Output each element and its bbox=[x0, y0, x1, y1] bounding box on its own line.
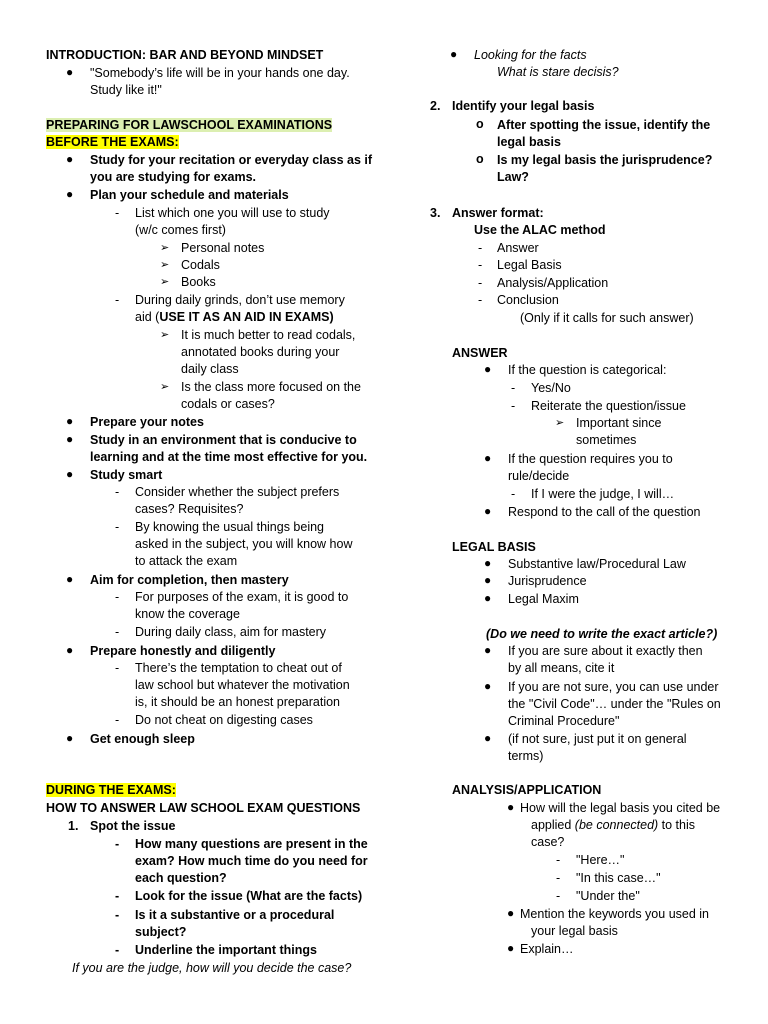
dash-marker: - bbox=[478, 241, 483, 255]
dash-marker: - bbox=[511, 381, 516, 395]
list-item: (Only if it calls for such answer) bbox=[520, 311, 694, 325]
list-number: 1. bbox=[68, 819, 79, 833]
dash-marker: - bbox=[115, 293, 120, 307]
list-item: What is stare decisis? bbox=[497, 65, 619, 79]
list-item: Personal notes bbox=[181, 241, 265, 255]
list-number: 2. bbox=[430, 99, 441, 113]
list-item: Substantive law/Procedural Law bbox=[508, 557, 686, 571]
bullet-icon: ● bbox=[66, 643, 74, 657]
list-item: you are studying for exams. bbox=[90, 170, 257, 184]
list-item: Analysis/Application bbox=[497, 276, 609, 290]
dash-marker: - bbox=[478, 276, 483, 290]
bullet-icon: ● bbox=[484, 362, 492, 376]
list-item: "Here…" bbox=[576, 853, 625, 867]
legal-basis-question: (Do we need to write the exact article?) bbox=[486, 627, 718, 641]
dash-marker: - bbox=[115, 837, 120, 851]
list-item: It is much better to read codals, bbox=[181, 328, 356, 342]
analysis-heading: ANALYSIS/APPLICATION bbox=[452, 783, 602, 797]
list-item: codals or cases? bbox=[181, 397, 275, 411]
list-item: Get enough sleep bbox=[90, 732, 195, 746]
list-item: subject? bbox=[135, 925, 187, 939]
bullet-icon: ● bbox=[66, 572, 74, 586]
bullet-icon: ● bbox=[450, 47, 458, 61]
list-item: Reiterate the question/issue bbox=[531, 399, 686, 413]
list-item: Jurisprudence bbox=[508, 574, 587, 588]
bullet-icon: ● bbox=[66, 467, 74, 481]
list-item: Legal Basis bbox=[497, 258, 562, 272]
list-item: For purposes of the exam, it is good to bbox=[135, 590, 349, 604]
list-item: Is the class more focused on the bbox=[181, 380, 361, 394]
how-heading: HOW TO ANSWER LAW SCHOOL EXAM QUESTIONS bbox=[46, 801, 361, 815]
list-item: sometimes bbox=[576, 433, 637, 447]
list-item: Look for the issue (What are the facts) bbox=[135, 889, 363, 903]
dash-marker: - bbox=[115, 713, 120, 727]
list-item: Codals bbox=[181, 258, 220, 272]
dash-marker: - bbox=[115, 520, 120, 534]
bullet-icon: ● bbox=[484, 573, 492, 587]
bullet-icon: ● bbox=[484, 591, 492, 605]
dash-marker: - bbox=[115, 206, 120, 220]
bullet-icon: ● bbox=[484, 451, 492, 465]
list-item: Answer bbox=[497, 241, 539, 255]
bullet-icon: ● bbox=[484, 643, 492, 657]
list-item: During daily grinds, don’t use memory bbox=[135, 293, 345, 307]
list-item: law school but whatever the motivation bbox=[135, 678, 350, 692]
list-item: learning and at the time most effective for you. bbox=[90, 450, 368, 464]
bullet-icon: ● bbox=[507, 941, 515, 955]
list-item: legal basis bbox=[497, 135, 561, 149]
list-item: Criminal Procedure" bbox=[508, 714, 620, 728]
prep-heading: PREPARING FOR LAWSCHOOL EXAMINATIONS bbox=[46, 118, 333, 132]
intro-quote: "Somebody’s life will be in your hands one day. bbox=[90, 66, 350, 80]
list-item: (w/c comes first) bbox=[135, 223, 226, 237]
list-item: After spotting the issue, identify the bbox=[497, 118, 711, 132]
list-item: If you are sure about it exactly then bbox=[508, 644, 703, 658]
list-item: Books bbox=[181, 275, 216, 289]
list-item: Legal Maxim bbox=[508, 592, 579, 606]
list-item: Is it a substantive or a procedural bbox=[135, 908, 335, 922]
dash-marker: - bbox=[115, 889, 120, 903]
list-item: Do not cheat on digesting cases bbox=[135, 713, 313, 727]
list-item: Mention the keywords you used in bbox=[520, 907, 709, 921]
arrow-icon: ➢ bbox=[160, 381, 170, 393]
dash-marker: - bbox=[556, 889, 561, 903]
list-item: daily class bbox=[181, 362, 239, 376]
dash-marker: - bbox=[115, 590, 120, 604]
list-item: Respond to the call of the question bbox=[508, 505, 701, 519]
dash-marker: - bbox=[478, 258, 483, 272]
list-item: Prepare your notes bbox=[90, 415, 204, 429]
list-item: applied (be connected) to this bbox=[531, 818, 696, 832]
list-item: (if not sure, just put it on general bbox=[508, 732, 687, 746]
list-item: By knowing the usual things being bbox=[135, 520, 325, 534]
dash-marker: - bbox=[556, 871, 561, 885]
list-item: by all means, cite it bbox=[508, 661, 615, 675]
legal-basis-heading: LEGAL BASIS bbox=[452, 540, 536, 554]
list-item: to attack the exam bbox=[135, 554, 238, 568]
list-item: If you are not sure, you can use under bbox=[508, 680, 719, 694]
list-item: Consider whether the subject prefers bbox=[135, 485, 340, 499]
list-item: Yes/No bbox=[531, 381, 571, 395]
list-item: Use the ALAC method bbox=[474, 223, 606, 237]
bullet-icon: ● bbox=[484, 504, 492, 518]
arrow-icon: ➢ bbox=[160, 276, 170, 288]
list-item: Prepare honestly and diligently bbox=[90, 644, 276, 658]
bullet-icon: ● bbox=[66, 414, 74, 428]
list-item: Underline the important things bbox=[135, 943, 317, 957]
dash-marker: - bbox=[115, 485, 120, 499]
list-item: Is my legal basis the jurisprudence? bbox=[497, 153, 713, 167]
list-item: Conclusion bbox=[497, 293, 559, 307]
bullet-icon: ● bbox=[66, 187, 74, 201]
bullet-icon: ● bbox=[484, 731, 492, 745]
list-item: If I were the judge, I will… bbox=[531, 487, 675, 501]
list-item: Study in an environment that is conducive to bbox=[90, 433, 357, 447]
bullet-icon: ● bbox=[484, 679, 492, 693]
o-marker: o bbox=[476, 117, 484, 131]
arrow-icon: ➢ bbox=[160, 242, 170, 254]
before-heading: BEFORE THE EXAMS: bbox=[46, 135, 179, 149]
judge-question: If you are the judge, how will you decide the case? bbox=[72, 961, 352, 975]
bullet-icon: ● bbox=[507, 800, 515, 814]
dash-marker: - bbox=[511, 487, 516, 501]
list-item: annotated books during your bbox=[181, 345, 340, 359]
o-marker: o bbox=[476, 152, 484, 166]
list-item: Study for your recitation or everyday class as if bbox=[90, 153, 373, 167]
list-item: Important since bbox=[576, 416, 662, 430]
list-item: "Under the" bbox=[576, 889, 640, 903]
bullet-icon: ● bbox=[66, 65, 74, 79]
arrow-icon: ➢ bbox=[160, 259, 170, 271]
bullet-icon: ● bbox=[66, 432, 74, 446]
list-item: know the coverage bbox=[135, 607, 240, 621]
list-item: Looking for the facts bbox=[474, 48, 587, 62]
bullet-icon: ● bbox=[507, 906, 515, 920]
dash-marker: - bbox=[478, 293, 483, 307]
list-item: exam? How much time do you need for bbox=[135, 854, 368, 868]
list-item: rule/decide bbox=[508, 469, 570, 483]
answer-heading: ANSWER bbox=[452, 346, 508, 360]
list-item: Spot the issue bbox=[90, 819, 176, 833]
list-item: your legal basis bbox=[531, 924, 618, 938]
arrow-icon: ➢ bbox=[555, 417, 565, 429]
list-item: "In this case…" bbox=[576, 871, 661, 885]
dash-marker: - bbox=[115, 625, 120, 639]
list-item: asked in the subject, you will know how bbox=[135, 537, 353, 551]
dash-marker: - bbox=[115, 908, 120, 922]
list-item: During daily class, aim for mastery bbox=[135, 625, 327, 639]
list-item: Law? bbox=[497, 170, 529, 184]
dash-marker: - bbox=[115, 943, 120, 957]
arrow-icon: ➢ bbox=[160, 329, 170, 341]
list-item: case? bbox=[531, 835, 565, 849]
list-item: Study smart bbox=[90, 468, 163, 482]
list-item: How will the legal basis you cited be bbox=[520, 801, 721, 815]
list-item: Plan your schedule and materials bbox=[90, 188, 289, 202]
dash-marker: - bbox=[115, 661, 120, 675]
list-item: Identify your legal basis bbox=[452, 99, 595, 113]
list-item: Explain… bbox=[520, 942, 574, 956]
during-heading: DURING THE EXAMS: bbox=[46, 783, 176, 797]
list-number: 3. bbox=[430, 206, 441, 220]
bullet-icon: ● bbox=[484, 556, 492, 570]
dash-marker: - bbox=[511, 399, 516, 413]
intro-quote: Study like it!" bbox=[90, 83, 162, 97]
list-item: the "Civil Code"… under the "Rules on bbox=[508, 697, 721, 711]
list-item: each question? bbox=[135, 871, 227, 885]
list-item: Aim for completion, then mastery bbox=[90, 573, 289, 587]
list-item: If the question requires you to bbox=[508, 452, 673, 466]
list-item: is, it should be an honest preparation bbox=[135, 695, 340, 709]
list-item: terms) bbox=[508, 749, 544, 763]
bullet-icon: ● bbox=[66, 731, 74, 745]
list-item: Answer format: bbox=[452, 206, 544, 220]
list-item: There’s the temptation to cheat out of bbox=[135, 661, 342, 675]
list-item: cases? Requisites? bbox=[135, 502, 244, 516]
list-item: If the question is categorical: bbox=[508, 363, 667, 377]
list-item: How many questions are present in the bbox=[135, 837, 368, 851]
intro-heading: INTRODUCTION: BAR AND BEYOND MINDSET bbox=[46, 48, 324, 62]
dash-marker: - bbox=[556, 853, 561, 867]
list-item: List which one you will use to study bbox=[135, 206, 330, 220]
bullet-icon: ● bbox=[66, 152, 74, 166]
list-item: aid (USE IT AS AN AID IN EXAMS) bbox=[135, 310, 334, 324]
